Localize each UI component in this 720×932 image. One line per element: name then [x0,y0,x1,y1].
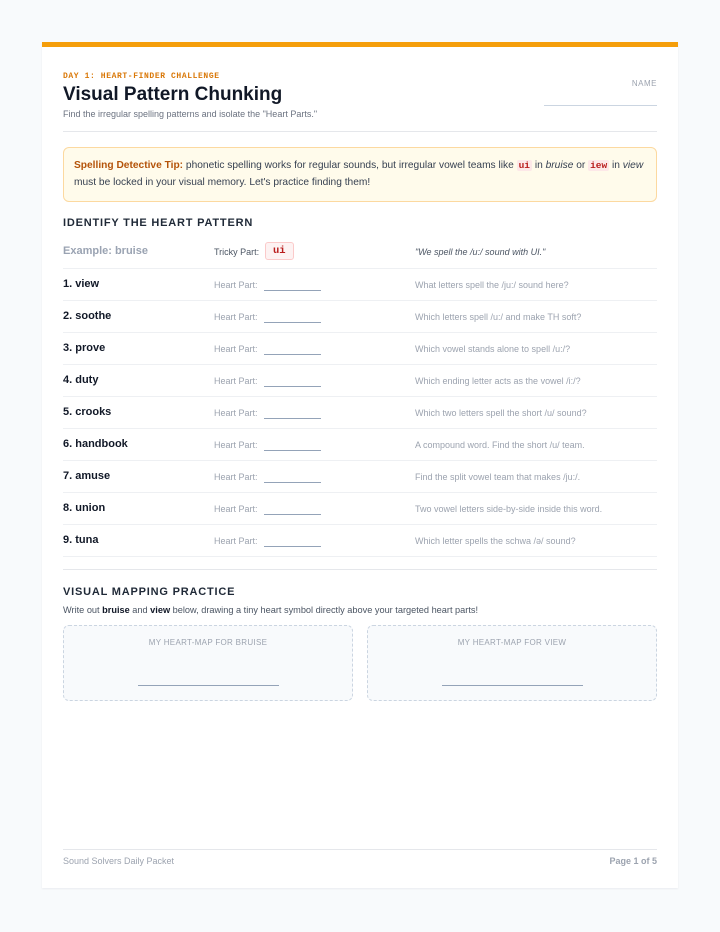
example-row [63,236,657,269]
heart-pattern-list [63,236,657,557]
heart-part-blank[interactable] [264,482,321,483]
tricky-part-chip: ui [265,242,294,260]
mapping-instructions [63,605,478,615]
instr-word-bruise: bruise [102,605,130,615]
mapping-section-title: VISUAL MAPPING PRACTICE [63,586,236,598]
tip-text: or [573,160,589,171]
list-item [63,333,657,365]
heart-map-caption: MY HEART-MAP FOR BRUISE [148,638,268,647]
hint-text: What letters spell the /ju:/ sound here? [415,280,569,290]
footer-page-number: Page 1 of 5 [609,856,657,866]
heart-part-label: Heart Part: [214,312,258,322]
name-field-line[interactable] [544,105,657,106]
heart-part-blank[interactable] [264,354,321,355]
word-label: 5. crooks [63,406,112,418]
worksheet-page [42,42,678,888]
header-divider [63,131,657,132]
word-label: 7. amuse [63,470,111,482]
heart-part-blank[interactable] [264,418,321,419]
footer-divider [63,849,657,850]
example-word: Example: bruise [63,245,148,257]
heart-part-label: Heart Part: [214,280,258,290]
instr-text: below, drawing a tiny heart symbol directly above your targeted heart parts! [170,605,479,615]
heart-part-blank[interactable] [264,386,321,387]
tip-code-iew: iew [590,160,608,171]
heart-part-label: Heart Part: [214,504,258,514]
footer-packet-name: Sound Solvers Daily Packet [63,856,175,866]
page-content [63,47,657,888]
example-hint: "We spell the /u:/ sound with UI." [415,247,546,257]
page-title: Visual Pattern Chunking [63,84,283,105]
list-item [63,365,657,397]
heart-part-blank[interactable] [264,514,321,515]
list-item [63,493,657,525]
tip-text: phonetic spelling works for regular sounds, but irregular vowel teams like [183,160,517,171]
heart-map-view-box[interactable] [367,625,657,701]
hint-text: Which vowel stands alone to spell /u:/? [415,344,571,354]
list-item [63,301,657,333]
tip-text: must be locked in your visual memory. Let's practice finding them! [74,177,371,188]
identify-section-title: IDENTIFY THE HEART PATTERN [63,217,254,229]
word-label: 2. soothe [63,310,112,322]
heart-part-label: Heart Part: [214,344,258,354]
heart-part-label: Heart Part: [214,376,258,386]
hint-text: Which ending letter acts as the vowel /i:/? [415,376,581,386]
list-item [63,269,657,301]
heart-map-writing-line[interactable] [442,685,583,686]
word-label: 8. union [63,502,106,514]
hint-text: Which letters spell /u:/ and make TH soft? [415,312,582,322]
tip-text: in [532,160,546,171]
heart-map-caption: MY HEART-MAP FOR VIEW [457,638,567,647]
word-label: 4. duty [63,374,99,386]
instr-text: Write out [63,605,103,615]
heart-part-label: Heart Part: [214,472,258,482]
heart-part-blank[interactable] [264,290,321,291]
hint-text: Find the split vowel team that makes /ju:/. [415,472,581,482]
tip-lead: Spelling Detective Tip: [74,160,184,171]
section-divider [63,569,657,570]
heart-part-label: Heart Part: [214,440,258,450]
tip-callout [63,147,657,202]
hint-text: Which letter spells the schwa /ə/ sound? [415,536,576,546]
word-label: 9. tuna [63,534,99,546]
tricky-part-label: Tricky Part: [214,247,260,257]
tip-word-view: view [622,160,644,171]
list-item [63,397,657,429]
heart-part-label: Heart Part: [214,536,258,546]
heart-part-blank[interactable] [264,450,321,451]
heart-part-blank[interactable] [264,546,321,547]
word-label: 3. prove [63,342,106,354]
tip-text: in [609,160,623,171]
hint-text: A compound word. Find the short /u/ team. [415,440,585,450]
instr-word-view: view [150,605,171,615]
word-label: 6. handbook [63,438,128,450]
tip-word-bruise: bruise [545,160,574,171]
tip-code-ui: ui [518,160,531,171]
hint-text: Two vowel letters side-by-side inside this word. [415,504,603,514]
page-subtitle: Find the irregular spelling patterns and isolate the "Heart Parts." [63,109,318,119]
eyebrow-label: DAY 1: HEART-FINDER CHALLENGE [63,72,220,81]
hint-text: Which two letters spell the short /u/ sound? [415,408,587,418]
list-item [63,525,657,557]
heart-part-blank[interactable] [264,322,321,323]
instr-text: and [129,605,151,615]
name-label: NAME [631,79,657,88]
heart-part-label: Heart Part: [214,408,258,418]
list-item [63,429,657,461]
heart-map-bruise-box[interactable] [63,625,353,701]
list-item [63,461,657,493]
heart-map-writing-line[interactable] [138,685,279,686]
word-label: 1. view [63,278,100,290]
